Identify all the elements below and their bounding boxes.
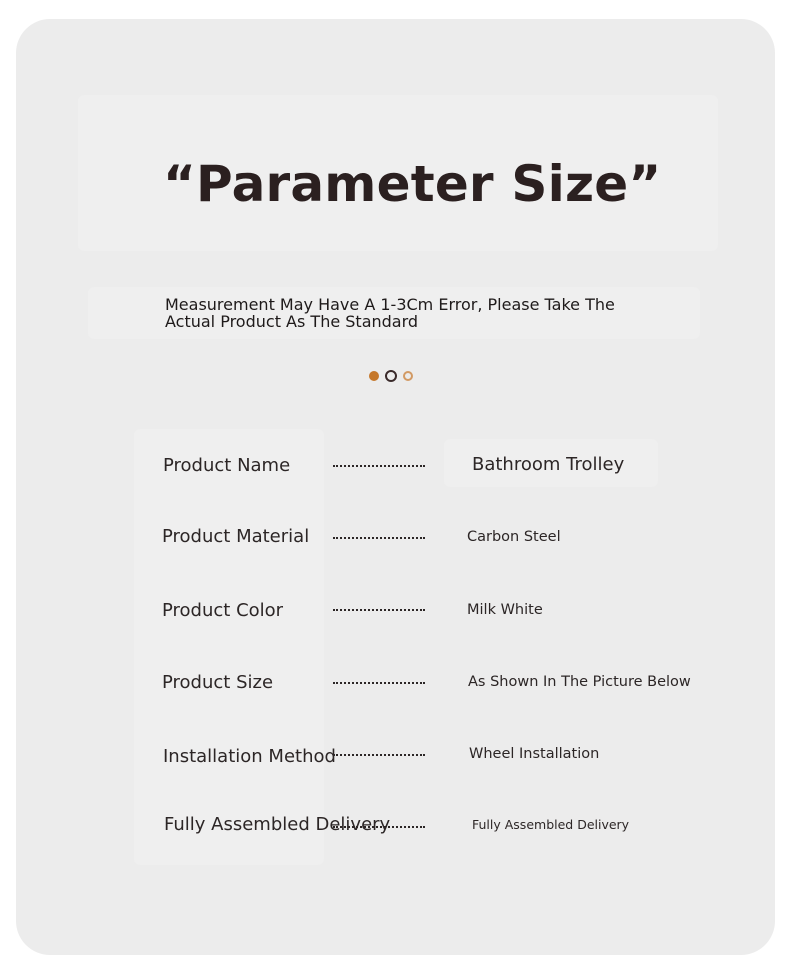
param-label: Product Material: [162, 526, 310, 547]
param-value: Carbon Steel: [467, 529, 561, 545]
param-label: Product Color: [162, 600, 284, 621]
page-title: “Parameter Size”: [163, 155, 662, 213]
param-label: Fully Assembled Delivery: [164, 814, 391, 835]
parameter-table: [16, 19, 775, 955]
measurement-note: Measurement May Have A 1-3Cm Error, Please Take The Actual Product As The Standard: [165, 295, 615, 331]
param-value: Wheel Installation: [469, 746, 600, 762]
parameter-card: [16, 19, 775, 955]
param-value: Milk White: [467, 602, 543, 618]
param-value: Bathroom Trolley: [472, 454, 625, 475]
dotted-leader: [333, 465, 425, 467]
param-label: Product Size: [162, 672, 274, 693]
dotted-leader: [333, 609, 425, 611]
param-value: As Shown In The Picture Below: [468, 674, 691, 690]
dotted-leader: [333, 537, 425, 539]
param-label: Product Name: [163, 455, 291, 476]
dotted-leader: [333, 682, 425, 684]
param-label: Installation Method: [163, 746, 336, 767]
dotted-leader: [333, 754, 425, 756]
dotted-leader: [333, 826, 425, 828]
param-value: Fully Assembled Delivery: [472, 817, 630, 832]
